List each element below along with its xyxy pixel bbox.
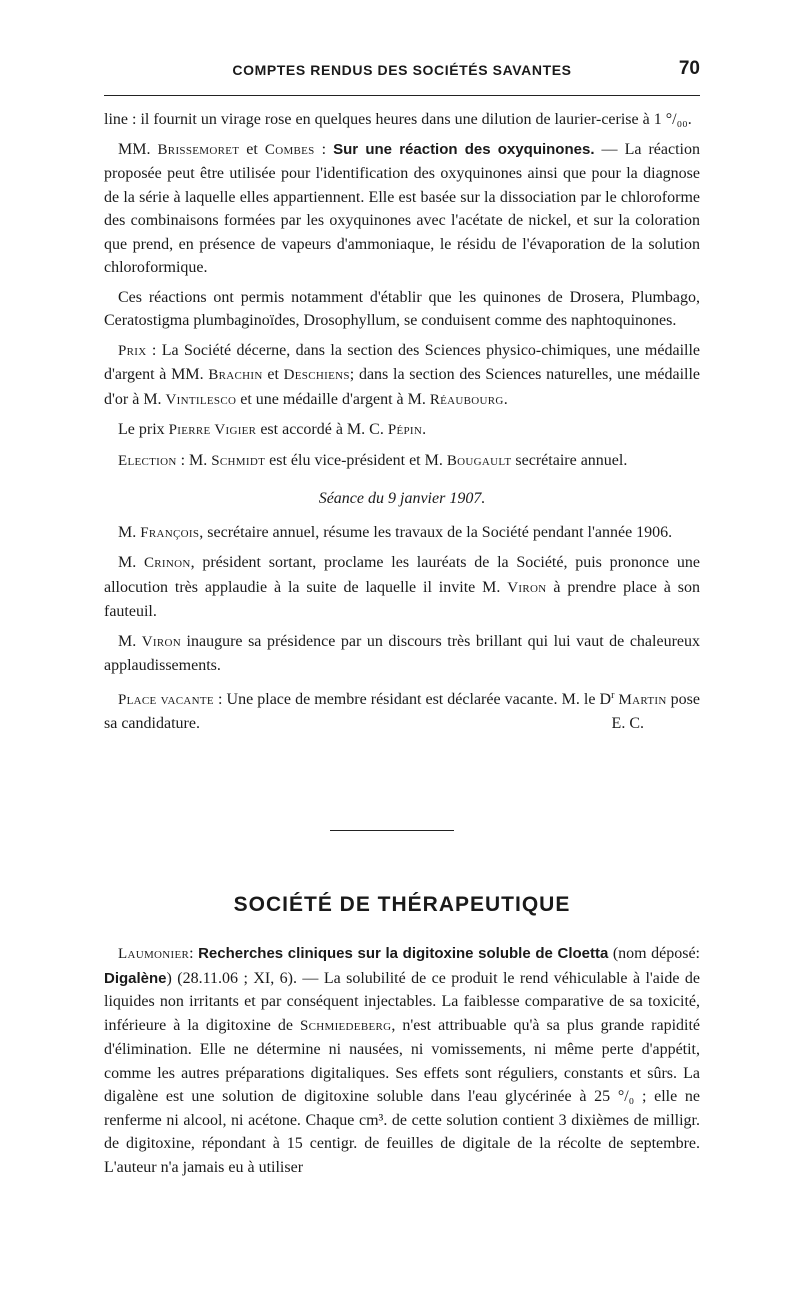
section-divider <box>330 830 454 831</box>
header-rule <box>104 95 700 96</box>
paragraph-crinon: M. Crinon, président sortant, proclame les lauréats de la Société, puis prononce une allocution très applaudie à la suite de laquelle il invite M. Viron à prendre place à son fauteuil. <box>104 554 700 620</box>
paragraph-prix-vigier: Le prix Pierre Vigier est accordé à M. C. Pépin. <box>118 421 427 438</box>
paragraph-quinones: Ces réactions ont permis notamment d'établir que les quinones de Drosera, Plumbago, Ceratostigma plumbaginoïdes, Drosophyllum, se conduisent comme des naphtoquinones. <box>104 288 700 329</box>
paragraph-place-vacante: Place vacante : Une place de membre résidant est déclarée vacante. M. le $D^r$ Martin pose sa candidature. E. C. <box>104 684 700 736</box>
paragraph-election: Election : M. Schmidt est élu vice-président et M. Bougault secrétaire annuel. <box>118 451 628 469</box>
paragraph-laurier-cerise: line : il fournit un virage rose en quelques heures dans une dilution de laurier-cerise à 1 °/₀₀. <box>104 111 692 128</box>
seance-heading: Séance du 9 janvier 1907. <box>318 490 486 507</box>
section-label: Election <box>118 452 177 469</box>
running-title: COMPTES RENDUS DES SOCIÉTÉS SAVANTES <box>232 62 572 78</box>
paragraph-prix: Prix : La Société décerne, dans la section des Sciences physico-chimiques, une médaille d'argent à MM. Brachin et Deschiens; dans la section des Sciences naturelles, une médaille d'or à M. Vintilesco et une médaille d'argent à M. Réaubourg. <box>104 341 701 408</box>
section-label: Prix <box>118 342 147 359</box>
article-title: Recherches cliniques sur la digitoxine soluble de Cloetta <box>198 945 609 962</box>
article-title: Sur une réaction des oxyquinones. <box>333 140 595 158</box>
paragraph-digalene: Laumonier: Recherches cliniques sur la digitoxine soluble de Cloetta (nom déposé: Digalène) (28.11.06 ; XI, 6). — La solubilité de ce produit le rend véhiculable à l'aide de liquides non irritants et par conséquent injectables. La faiblesse comparative de sa toxicité, inférieure à la digitoxine de Schmiedeberg, n'est attribuable qu'à sa plus grande rapidité d'élimination. Elle ne détermine ni nausées, ni vomissements, ni même perte d'appétit, comme les autres préparations digitaliques. Ses effets sont réguliers, constants et sûrs. La digalène est une solution de digitoxine soluble dans l'eau glycérinée à 25 °/₀ ; elle ne renferme ni alcool, ni acétone. Chaque cm³. de cette solution contient 3 dixièmes de milligr. de digitoxine, répondant à 15 centigr. de feuilles de digitale de la récolte de septembre. L'auteur n'a jamais eu à utiliser <box>104 945 701 1176</box>
author-name: Laumonier <box>118 946 190 962</box>
paragraph-oxyquinones: MM. Brissemoret et Combes : Sur une réaction des oxyquinones. — La réaction proposée peut être utilisée pour l'identification des oxyquinones ainsi que pour la diagnose de la série à laquelle elles appartiennent. Elle est basée sur la dissociation par le chloroforme des combinaisons formées par les oxyquinones avec l'acétate de nickel, et sur la coloration que prend, en présence de vapeurs d'ammoniaque, le résidu de l'évaporation de la solution chloroformique. <box>104 140 701 276</box>
author-name: Combes <box>264 141 315 158</box>
page-header <box>104 58 700 88</box>
section-label: Place vacante <box>118 691 214 708</box>
paragraph-viron: M. Viron inaugure sa présidence par un discours très brillant qui lui vaut de chaleureux applaudissements. <box>104 632 700 674</box>
section-title: SOCIÉTÉ DE THÉRAPEUTIQUE <box>233 893 571 916</box>
upper-body <box>104 108 700 742</box>
page-number: 70 <box>678 58 700 79</box>
author-name: Brissemoret <box>157 141 240 158</box>
lower-body <box>104 942 700 1185</box>
paragraph-francois: M. François, secrétaire annuel, résume les travaux de la Société pendant l'année 1906. <box>118 523 673 541</box>
signature: E. C. <box>611 715 644 732</box>
